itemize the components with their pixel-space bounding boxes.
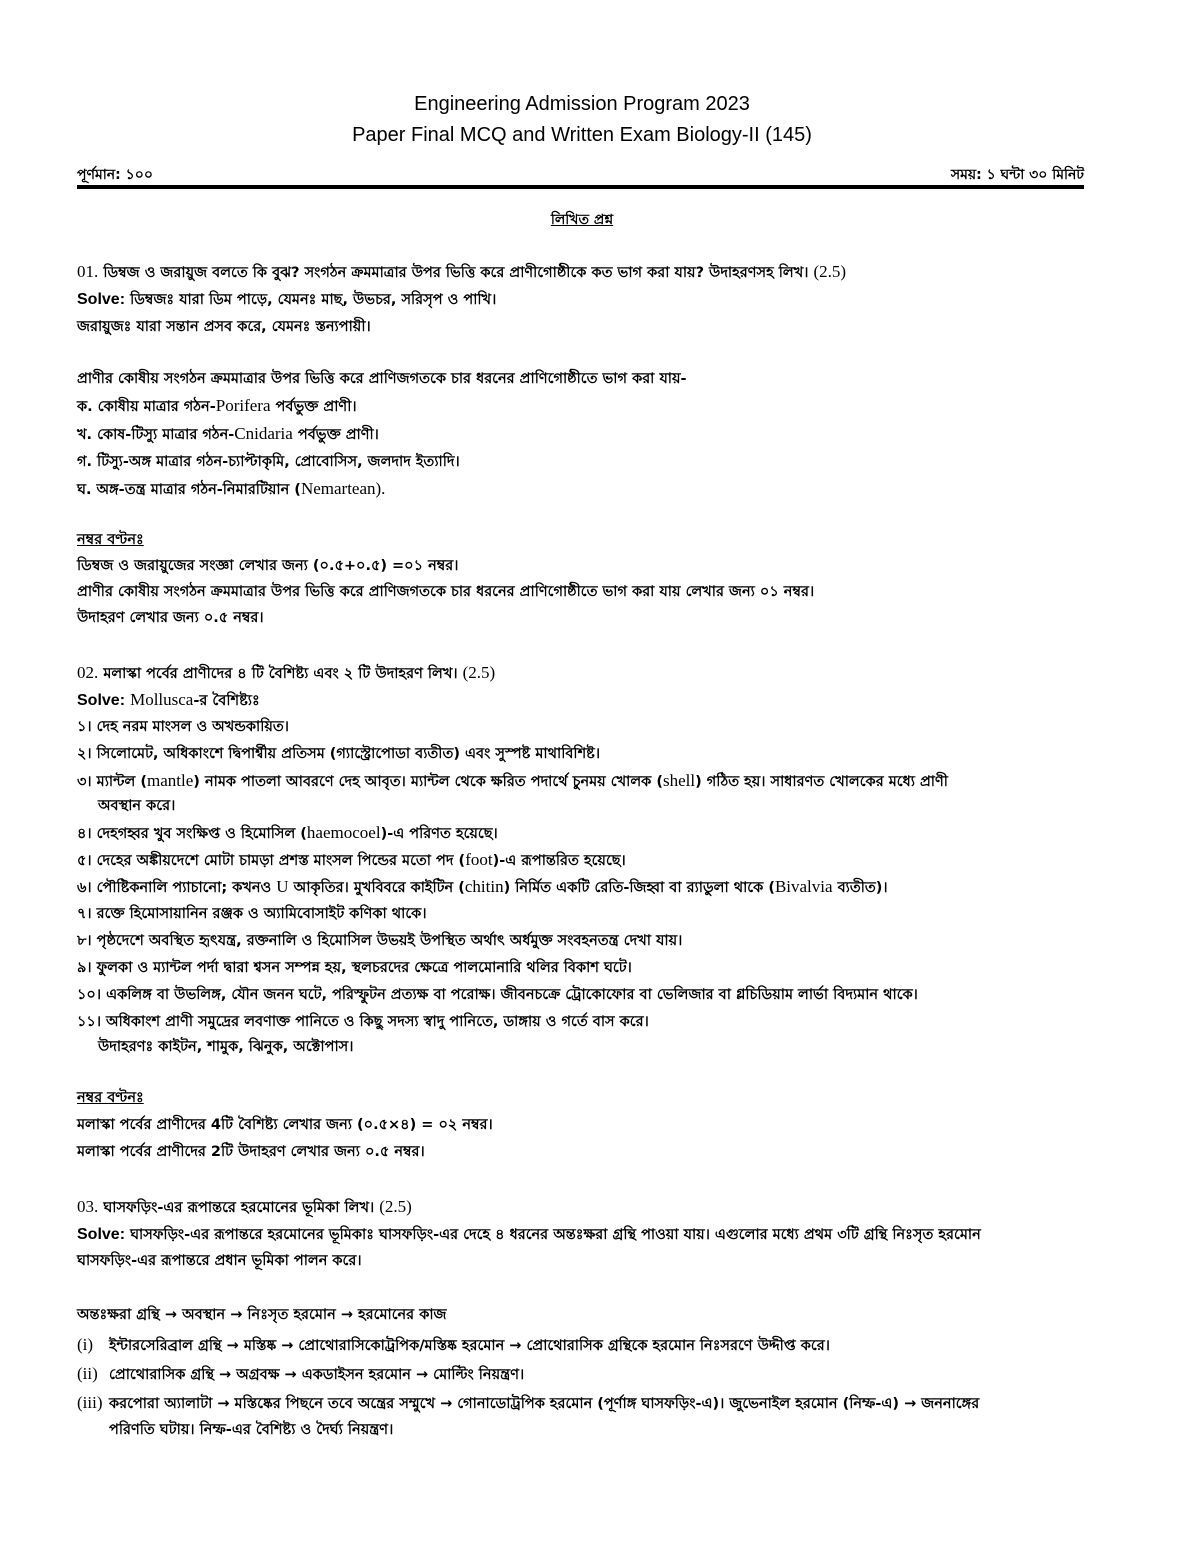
full-marks: পূর্ণমান: ১০০ bbox=[77, 167, 153, 183]
q2-point: ১। দেহ নরম মাংসল ও অখন্ডকায়িত। bbox=[77, 719, 289, 735]
q2-text: মলাস্কা পর্বের প্রাণীদের ৪ টি বৈশিষ্ট্য এবং ২ টি উদাহরণ লিখ। bbox=[103, 666, 458, 682]
item-text: করপোরা অ্যালাটা → মস্তিষ্কের পিছনে তবে অন্ত্রের সম্মুখে → গোনাডোট্রপিক হরমোন (পূর্ণাঙ্গ ঘাসফড়িং-এ)। জুভেনাইল হরমোন (নিম্ফ-এ) → জননাঙ্গের bbox=[109, 1396, 980, 1412]
q2-number: 02. bbox=[77, 663, 99, 682]
q2-solve-label: Solve: bbox=[77, 692, 126, 709]
item-text: প্রোথোরাসিক গ্রন্থি → অগ্রবক্ষ → একডাইসন হরমোন → মোল্টিং নিয়ন্ত্রণ। bbox=[109, 1367, 525, 1383]
q3-solve-text: ঘাসফড়িং-এর রূপান্তরে হরমোনের ভূমিকাঃ ঘাসফড়িং-এর দেহে ৪ ধরনের অন্তঃক্ষরা গ্রন্থি পাওয়া যায়। এগুলোর মধ্যে প্রথম ৩টি গ্রন্থি নিঃসৃত হরমোন bbox=[130, 1227, 981, 1243]
item-text: ইন্টারসেরিব্রাল গ্রন্থি → মস্তিষ্ক → প্রোথোরাসিকোট্রপিক/মস্তিষ্ক হরমোন → প্রোথোরাসিক গ্রন্থিকে হরমোন নিঃসরণে উদ্দীপ্ত করে। bbox=[109, 1338, 830, 1354]
q3-list-item-continued: পরিণতি ঘটায়। নিম্ফ-এর বৈশিষ্ট্য ও দৈর্ঘ্য নিয়ন্ত্রণ। bbox=[109, 1422, 394, 1438]
q1-list-item bbox=[77, 424, 379, 445]
q1-list-item: গ. টিস্যু-অঙ্গ মাত্রার গঠন-চ্যাপ্টাকৃমি, প্রোবোসিস, জলদাদ ইত্যাদি। bbox=[77, 454, 460, 470]
item-number: (iii) bbox=[77, 1393, 103, 1412]
q3-list-item bbox=[77, 1393, 979, 1414]
q1-line: জরায়ুজঃ যারা সন্তান প্রসব করে, যেমনঃ স্তন্যপায়ী। bbox=[77, 319, 371, 335]
item-text: ) নামক পাতলা আবরণে দেহ আবৃত। ম্যান্টল থেকে ক্ষরিত পদার্থে চুনময় খোলক ( bbox=[193, 774, 664, 790]
q1-solve-text: ডিম্বজঃ যারা ডিম পাড়ে, যেমনঃ মাছ, উভচর, সরিসৃপ ও পাখি। bbox=[130, 292, 497, 308]
latin-term: mantle bbox=[147, 771, 194, 790]
latin-term: Bivalvia bbox=[774, 877, 833, 896]
q2-point bbox=[77, 823, 498, 844]
q1-line: প্রাণীর কোষীয় সংগঠন ক্রমমাত্রার উপর ভিত্তি করে প্রাণিজগতকে চার ধরনের প্রাণিগোষ্ঠীতে ভাগ করা যায়- bbox=[77, 371, 687, 387]
q1-solve-label: Solve: bbox=[77, 291, 126, 308]
document-title: Engineering Admission Program 2023 bbox=[414, 93, 750, 115]
item-text: ) গঠিত হয়। সাধারণত খোলকের মধ্যে প্রাণী bbox=[695, 774, 948, 790]
item-text: ৩। ম্যান্টল ( bbox=[77, 774, 148, 790]
q2-point: ১১। অধিকাংশ প্রাণী সমুদ্রের লবণাক্ত পানিতে ও কিছু সদস্য স্বাদু পানিতে, ডাঙ্গায় ও গর্তে বাস করে। bbox=[77, 1014, 649, 1030]
q2-point bbox=[77, 771, 948, 792]
exam-time: সময়: ১ ঘন্টা ৩০ মিনিট bbox=[950, 167, 1084, 183]
q3-solve-label: Solve: bbox=[77, 1226, 126, 1243]
item-text: ঘ. অঙ্গ-তন্ত্র মাত্রার গঠন-নিমারটিয়ান ( bbox=[77, 482, 301, 498]
item-text: )-এ রূপান্তরিত হয়েছে। bbox=[492, 853, 626, 869]
q2-point: ৯। ফুলকা ও ম্যান্টল পর্দা দ্বারা শ্বসন সম্পন্ন হয়, স্থলচরদের ক্ষেত্রে পালমোনারি থলির বিকাশ ঘটে। bbox=[77, 960, 632, 976]
q1-number: 01. bbox=[77, 262, 99, 281]
q2-marking-line: মলাস্কা পর্বের প্রাণীদের 4টি বৈশিষ্ট্য লেখার জন্য (০.৫×৪) = ০২ নম্বর। bbox=[77, 1117, 493, 1133]
latin-term: foot bbox=[465, 850, 493, 869]
q2-point: ৭। রক্তে হিমোসায়ানিন রঞ্জক ও অ্যামিবোসাইট কণিকা থাকে। bbox=[77, 906, 427, 922]
item-number: (ii) bbox=[77, 1364, 98, 1383]
q1-text: ডিম্বজ ও জরায়ুজ বলতে কি বুঝ? সংগঠন ক্রমমাত্রার উপর ভিত্তি করে প্রাণীগোষ্ঠীকে কত ভাগ করা যায়? উদাহরণসহ লিখ। bbox=[103, 265, 809, 281]
q2-point: ২। সিলোমেট, অধিকাংশে দ্বিপার্শ্বীয় প্রতিসম (গ্যাস্ট্রোপোডা ব্যতীত) এবং সুস্পষ্ট মাথাবিশিষ্ট। bbox=[77, 746, 601, 762]
latin-term: chitin bbox=[464, 877, 504, 896]
q3-question bbox=[77, 1197, 412, 1218]
q3-flow-title: অন্তঃক্ষরা গ্রন্থি → অবস্থান → নিঃসৃত হরমোন → হরমোনের কাজ bbox=[77, 1307, 447, 1323]
item-text: ৪। দেহগহ্বর খুব সংক্ষিপ্ত ও হিমোসিল ( bbox=[77, 826, 307, 842]
item-text: আকৃতির। মুখবিবরে কাইটিন ( bbox=[288, 880, 465, 896]
q1-question bbox=[77, 262, 846, 283]
q3-list-item bbox=[77, 1335, 830, 1356]
q1-marking-line: ডিম্বজ ও জরায়ুজের সংজ্ঞা লেখার জন্য (০.৫+০.৫) =০১ নম্বর। bbox=[77, 558, 459, 574]
q3-number: 03. bbox=[77, 1197, 99, 1216]
q3-text: ঘাসফড়িং-এর রূপান্তরে হরমোনের ভূমিকা লিখ। bbox=[103, 1200, 375, 1216]
item-text: ক. কোষীয় মাত্রার গঠন- bbox=[77, 399, 216, 415]
header-divider bbox=[77, 185, 1084, 189]
q1-list-item bbox=[77, 479, 385, 500]
q3-solve-continued: ঘাসফড়িং-এর রূপান্তরে প্রধান ভূমিকা পালন করে। bbox=[77, 1253, 362, 1269]
q2-marks: (2.5) bbox=[462, 663, 496, 682]
q2-solve-text: -র বৈশিষ্ট্যঃ bbox=[193, 693, 260, 709]
latin-term: Porifera bbox=[215, 396, 271, 415]
document-subtitle: Paper Final MCQ and Written Exam Biology-II (145) bbox=[352, 124, 812, 146]
latin-term: haemocoel bbox=[306, 823, 381, 842]
q1-list-item bbox=[77, 396, 357, 417]
item-text: ৫। দেহের অঙ্কীয়দেশে মোটা চামড়া প্রশস্ত মাংসল পিন্ডের মতো পদ ( bbox=[77, 853, 466, 869]
item-text: ৬। পৌষ্টিকনালি প্যাচানো; কখনও bbox=[77, 880, 277, 896]
latin-term: Mollusca bbox=[130, 690, 194, 709]
latin-term: Nemartean). bbox=[300, 479, 386, 498]
q3-list-item bbox=[77, 1364, 524, 1385]
q1-marking-line: উদাহরণ লেখার জন্য ০.৫ নম্বর। bbox=[77, 610, 264, 626]
q2-marking-title: নম্বর বণ্টনঃ bbox=[77, 1090, 144, 1106]
q3-solve bbox=[77, 1225, 981, 1245]
q2-solve bbox=[77, 690, 260, 711]
latin-term: Cnidaria bbox=[234, 424, 293, 443]
item-number: (i) bbox=[77, 1335, 94, 1354]
q3-marks: (2.5) bbox=[379, 1197, 412, 1216]
q2-point-continued: অবস্থান করে। bbox=[98, 798, 176, 814]
q1-marks: (2.5) bbox=[813, 262, 847, 281]
item-text: খ. কোষ-টিস্যু মাত্রার গঠন- bbox=[77, 427, 235, 443]
q1-solve bbox=[77, 290, 496, 310]
section-heading: লিখিত প্রশ্ন bbox=[550, 212, 614, 228]
latin-term: shell bbox=[663, 771, 696, 790]
q1-marking-line: প্রাণীর কোষীয় সংগঠন ক্রমমাত্রার উপর ভিত্তি করে প্রাণিজগতকে চার ধরনের প্রাণিগোষ্ঠীতে ভাগ করা যায় লেখার জন্য ০১ নম্বর। bbox=[77, 584, 815, 600]
q2-examples: উদাহরণঃ কাইটন, শামুক, ঝিনুক, অক্টোপাস। bbox=[98, 1039, 354, 1055]
q2-point bbox=[77, 850, 626, 871]
q2-question bbox=[77, 663, 495, 684]
item-text: )-এ পরিণত হয়েছে। bbox=[380, 826, 498, 842]
q2-point bbox=[77, 877, 888, 898]
q1-marking-title: নম্বর বণ্টনঃ bbox=[77, 532, 144, 548]
item-text: পর্বভুক্ত প্রাণী। bbox=[270, 399, 357, 415]
q2-point: ৮। পৃষ্ঠদেশে অবস্থিত হৃৎযন্ত্র, রক্তনালি ও হিমোসিল উভয়ই উপস্থিত অর্থাৎ অর্ধমুক্ত সংবহনতন্ত্র দেখা যায়। bbox=[77, 933, 683, 949]
item-text: ব্যতীত)। bbox=[832, 880, 888, 896]
item-text: পর্বভুক্ত প্রাণী। bbox=[292, 427, 379, 443]
q2-point: ১০। একলিঙ্গ বা উভলিঙ্গ, যৌন জনন ঘটে, পরিস্ফুটন প্রত্যক্ষ বা পরোক্ষ। জীবনচক্রে ট্রোকোফোর বা ভেলিজার বা গ্লচিডিয়াম লার্ভা বিদ্যমান থাকে। bbox=[77, 987, 918, 1003]
item-text: ) নির্মিত একটি রেতি-জিহ্বা বা র‍্যাডুলা থাকে ( bbox=[503, 880, 775, 896]
q2-marking-line: মলাস্কা পর্বের প্রাণীদের 2টি উদাহরণ লেখার জন্য ০.৫ নম্বর। bbox=[77, 1144, 425, 1160]
latin-term: U bbox=[276, 877, 289, 896]
